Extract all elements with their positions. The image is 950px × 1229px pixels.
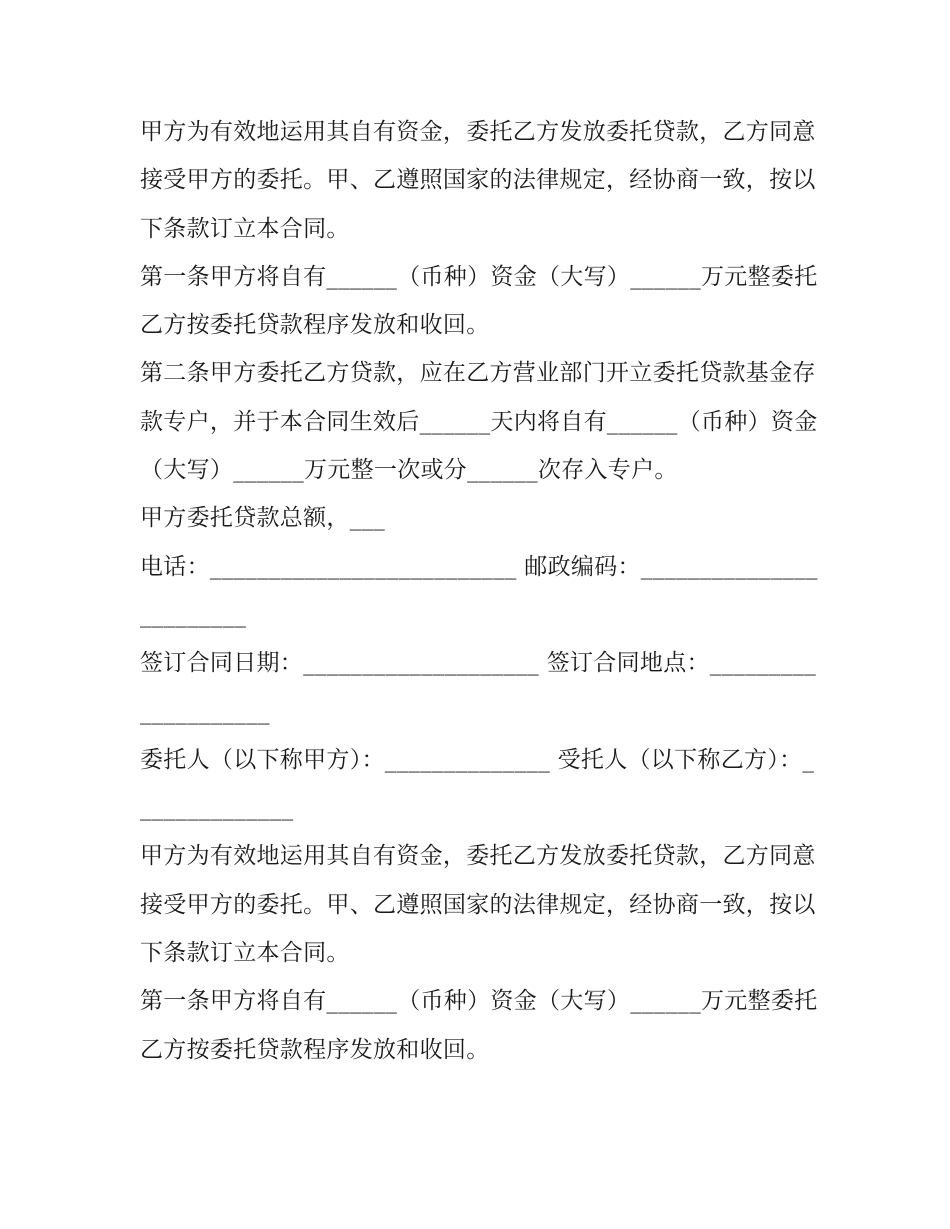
paragraph-sign-date-place: 签订合同日期：____________________ 签订合同地点：____________________ <box>140 650 817 725</box>
paragraph-intro: 甲方为有效地运用其自有资金，委托乙方发放委托贷款，乙方同意接受甲方的委托。甲、乙遵照国家的法律规定，经协商一致，按以下条款订立本合同。 <box>140 119 816 242</box>
paragraph-article-2: 第二条甲方委托乙方贷款，应在乙方营业部门开立委托贷款基金存款专户，并于本合同生效后______天内将自有______（币种）资金（大写）______万元整一次或分______次存入专户。 <box>140 360 818 484</box>
paragraph-phone-postcode: 电话：__________________________ 邮政编码：________________________ <box>140 553 818 628</box>
paragraph-intro-repeat: 甲方为有效地运用其自有资金，委托乙方发放委托贷款，乙方同意接受甲方的委托。甲、乙遵照国家的法律规定，经协商一致，按以下条款订立本合同。 <box>140 843 816 967</box>
paragraph-parties: 委托人（以下称甲方）：______________ 受托人（以下称乙方）：______________ <box>140 746 815 822</box>
paragraph-total-amount: 甲方委托贷款总额，___ <box>140 505 386 532</box>
paragraph-article-1-repeat: 第一条甲方将自有______（币种）资金（大写）______万元整委托乙方按委托贷款程序发放和收回。 <box>140 988 818 1063</box>
paragraph-article-1: 第一条甲方将自有______（币种）资金（大写）______万元整委托乙方按委托贷款程序发放和收回。 <box>140 263 818 339</box>
document-body <box>140 108 820 1074</box>
